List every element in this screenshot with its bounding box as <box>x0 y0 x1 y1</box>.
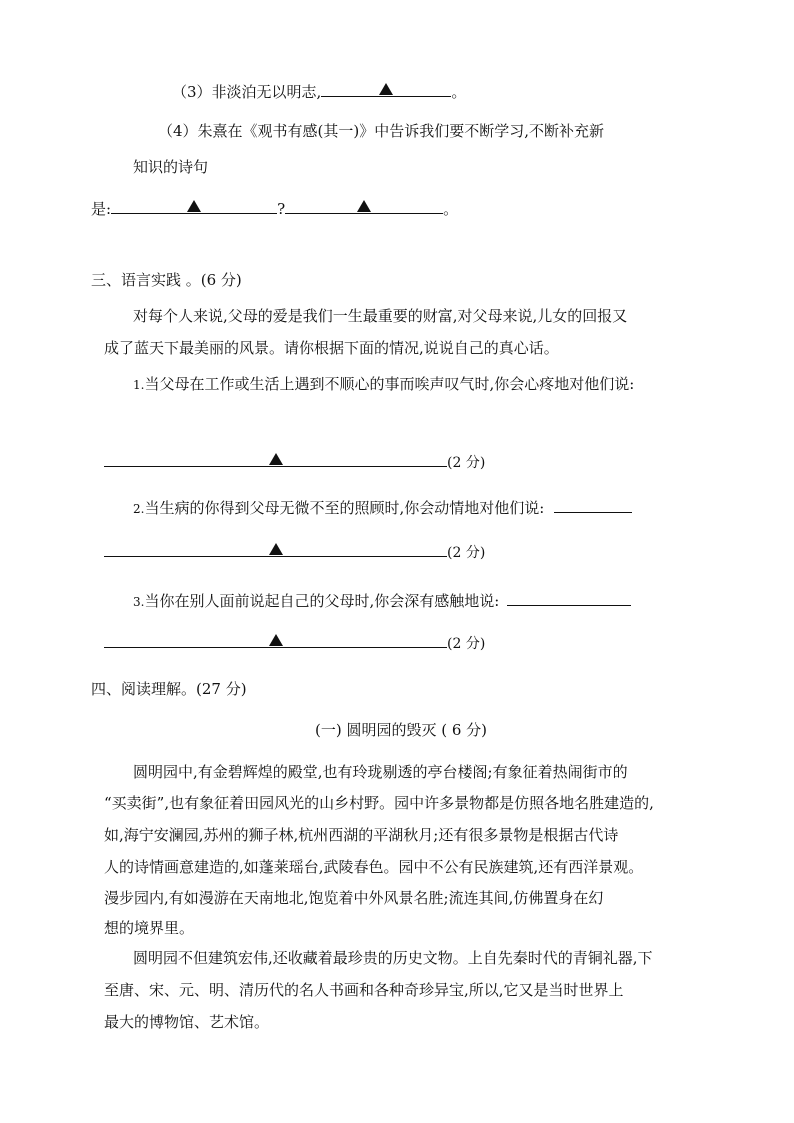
answer-blank-item-1[interactable] <box>104 450 447 467</box>
passage-para-1-line-4: 人的诗情画意建造的,如蓬莱瑶台,武陵春色。园中不公有民族建筑,还有西洋景观。 <box>104 858 644 876</box>
passage-para-1-line-2: “买卖街”,也有象征着田园风光的山乡村野。园中许多景物都是仿照各地名胜建造的, <box>104 794 654 812</box>
triangle-marker-icon <box>187 200 201 212</box>
triangle-marker-icon <box>269 453 283 465</box>
item-1-answer-line: (2 分) <box>104 450 485 474</box>
passage-para-1-line-6: 想的境界里。 <box>104 919 195 937</box>
section-3-item-2: 2.当生病的你得到父母无微不至的照顾时,你会动情地对他们说: <box>133 496 632 520</box>
item-2-answer-line: (2 分) <box>104 540 485 564</box>
passage-para-1-line-1: 圆明园中,有金碧辉煌的殿堂,也有玲珑剔透的亭台楼阁;有象征着热闹街市的 <box>133 763 628 781</box>
answer-blank-item-2-inline[interactable] <box>554 496 632 513</box>
section-3-heading: 三、语言实践 。(6 分) <box>91 271 242 289</box>
triangle-marker-icon <box>269 543 283 555</box>
question-3-text: （3）非淡泊无以明志, <box>172 83 322 101</box>
answer-blank-q4a[interactable] <box>111 197 277 214</box>
passage-para-1-line-5: 漫步园内,有如漫游在天南地北,饱览着中外风景名胜;流连其间,仿佛置身在幻 <box>104 889 604 907</box>
section-3-intro-line1: 对每个人来说,父母的爱是我们一生最重要的财富,对父母来说,儿女的回报又 <box>133 307 628 325</box>
triangle-marker-icon <box>269 634 283 646</box>
triangle-marker-icon <box>379 83 393 95</box>
triangle-marker-icon <box>357 200 371 212</box>
question-4-line1: （4）朱熹在《观书有感(其一)》中告诉我们要不断学习,不断补充新 <box>158 122 605 140</box>
passage-para-2-line-1: 圆明园不但建筑宏伟,还收藏着最珍贵的历史文物。上自先秦时代的青铜礼器,下 <box>133 949 653 967</box>
answer-blank-item-3[interactable] <box>104 631 447 648</box>
answer-blank-item-2[interactable] <box>104 540 447 557</box>
passage-para-2-line-2: 至唐、宋、元、明、清历代的名人书画和各种奇珍异宝,所以,它又是当时世界上 <box>104 981 624 999</box>
section-3-item-1: 1.当父母在工作或生活上遇到不顺心的事而唉声叹气时,你会心疼地对他们说: <box>133 375 635 393</box>
passage-para-2-line-3: 最大的博物馆、艺术馆。 <box>104 1013 270 1031</box>
question-4-line2: 知识的诗句 <box>133 158 209 176</box>
item-3-answer-line: (2 分) <box>104 631 485 655</box>
section-3-intro-line2: 成了蓝天下最美丽的风景。请你根据下面的情况,说说自己的真心话。 <box>104 339 559 357</box>
answer-blank-item-3-inline[interactable] <box>507 589 631 606</box>
answer-blank-q3[interactable] <box>321 80 451 97</box>
reading-passage-title: (一) 圆明园的毁灭 ( 6 分) <box>315 721 488 739</box>
section-4-heading: 四、阅读理解。(27 分) <box>91 680 247 698</box>
question-3: （3）非淡泊无以明志, 。 <box>172 80 466 103</box>
question-4-line3: 是: ? 。 <box>91 197 458 220</box>
answer-blank-q4b[interactable] <box>285 197 443 214</box>
section-3-item-3: 3.当你在别人面前说起自己的父母时,你会深有感触地说: <box>133 589 631 613</box>
passage-para-1-line-3: 如,海宁安澜园,苏州的狮子林,杭州西湖的平湖秋月;还有很多景物是根据古代诗 <box>104 826 619 844</box>
